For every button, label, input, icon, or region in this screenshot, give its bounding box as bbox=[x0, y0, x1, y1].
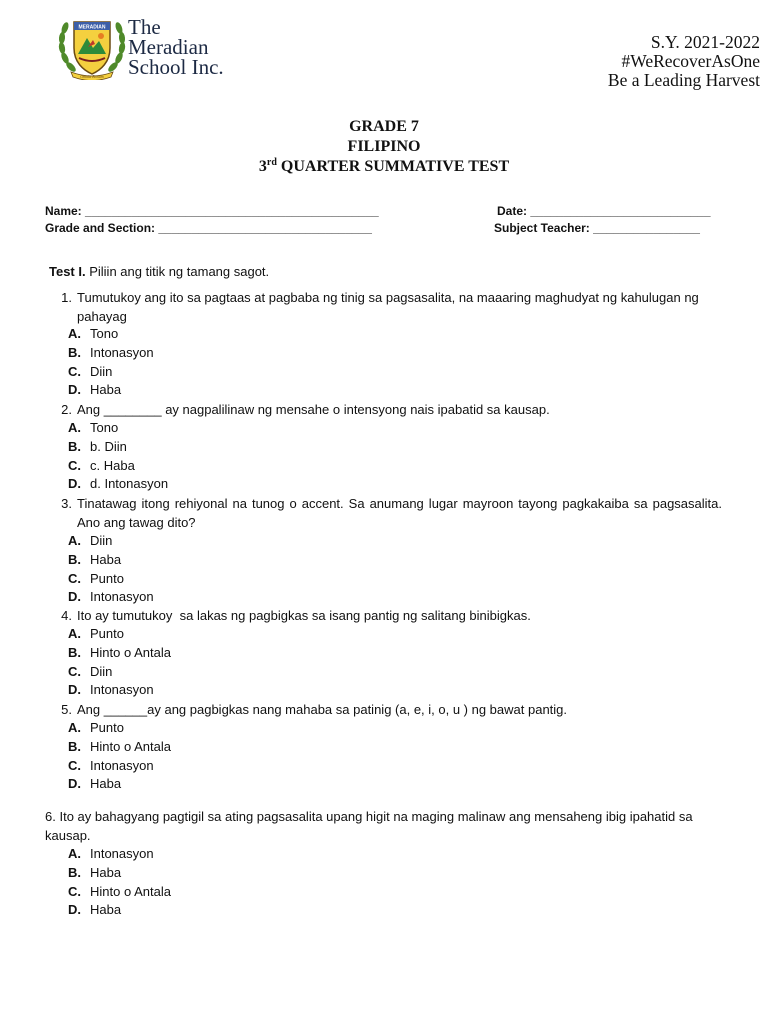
grade-section-field[interactable]: Grade and Section: ________________________________ bbox=[45, 221, 372, 235]
option-d[interactable] bbox=[68, 901, 171, 920]
question-4 bbox=[54, 607, 722, 626]
option-text: Hinto o Antala bbox=[90, 644, 171, 660]
question-text: Ito ay tumutukoy sa lakas ng pagbigkas sa isang pantig ng salitang binibigkas. bbox=[77, 608, 531, 623]
option-letter: A. bbox=[68, 326, 81, 341]
question-6-options bbox=[68, 845, 171, 920]
option-letter: A. bbox=[68, 720, 81, 735]
option-d[interactable] bbox=[68, 775, 171, 794]
option-a[interactable] bbox=[68, 532, 154, 551]
option-c[interactable] bbox=[68, 663, 171, 682]
question-2-options bbox=[68, 419, 168, 494]
question-number: 1. bbox=[61, 290, 72, 305]
option-letter: D. bbox=[68, 382, 81, 398]
subject-heading: FILIPINO bbox=[347, 138, 421, 155]
hashtag: #WeRecoverAsOne bbox=[621, 51, 760, 71]
test-label: Test I. bbox=[49, 264, 86, 279]
question-5 bbox=[54, 701, 722, 720]
option-text: Haba bbox=[90, 551, 122, 567]
option-text: Haba bbox=[90, 776, 122, 792]
option-c[interactable] bbox=[68, 883, 171, 902]
option-c[interactable] bbox=[68, 457, 168, 476]
option-a[interactable] bbox=[68, 419, 168, 438]
option-letter: A. bbox=[68, 846, 81, 861]
option-a[interactable] bbox=[68, 325, 154, 344]
option-text: Intonasyon bbox=[90, 846, 154, 861]
option-b[interactable] bbox=[68, 738, 171, 757]
option-d[interactable] bbox=[68, 475, 168, 494]
option-text: Haba bbox=[90, 902, 122, 918]
option-letter: D. bbox=[68, 589, 81, 605]
question-5-options bbox=[68, 719, 171, 794]
option-b[interactable] bbox=[68, 864, 171, 883]
option-text: Intonasyon bbox=[90, 344, 154, 360]
question-3 bbox=[54, 495, 722, 532]
option-d[interactable] bbox=[68, 681, 171, 700]
option-letter: B. bbox=[68, 551, 81, 567]
option-a[interactable] bbox=[68, 845, 171, 864]
option-letter: C. bbox=[68, 757, 81, 773]
option-a[interactable] bbox=[68, 719, 171, 738]
option-letter: D. bbox=[68, 902, 81, 918]
option-letter: A. bbox=[68, 420, 81, 435]
quarter-number: 3 bbox=[258, 158, 267, 175]
question-2 bbox=[54, 401, 722, 420]
school-name-line-2: Meradian bbox=[128, 35, 209, 59]
option-letter: C. bbox=[68, 663, 81, 679]
question-number: 5. bbox=[61, 702, 72, 717]
option-a[interactable] bbox=[68, 625, 171, 644]
question-number: 6. bbox=[45, 809, 56, 824]
option-letter: B. bbox=[68, 738, 81, 754]
question-text: Ito ay bahagyang pagtigil sa ating pagsasalita upang higit na maging malinaw ang mensaheng ibig ipahatid sa kausap. bbox=[45, 809, 693, 843]
question-text: Tinatawag itong rehiyonal na tunog o accent. Sa anumang lugar mayroon tayong pagkakaiba sa pagsasalita. Ano ang tawag dito? bbox=[77, 496, 722, 530]
option-b[interactable] bbox=[68, 551, 154, 570]
option-text: Haba bbox=[90, 864, 122, 880]
school-year: S.Y. 2021-2022 bbox=[650, 32, 760, 52]
option-text: Punto bbox=[90, 720, 124, 735]
grade-heading: GRADE 7 bbox=[349, 118, 419, 135]
option-text: Tono bbox=[90, 326, 119, 341]
test-instruction bbox=[49, 264, 269, 279]
question-number: 4. bbox=[61, 608, 72, 623]
option-text: Intonasyon bbox=[90, 757, 154, 773]
test-instruction-text: Piliin ang titik ng tamang sagot. bbox=[85, 264, 270, 279]
option-letter: B. bbox=[68, 864, 81, 880]
test-title bbox=[0, 117, 768, 177]
option-text: Hinto o Antala bbox=[90, 883, 171, 899]
name-field[interactable]: Name: ____________________________________________ bbox=[45, 204, 379, 218]
option-text: c. Haba bbox=[90, 457, 135, 473]
option-text: Hinto o Antala bbox=[90, 738, 171, 754]
option-text: Intonasyon bbox=[90, 682, 154, 698]
option-letter: B. bbox=[68, 344, 81, 360]
option-text: Diin bbox=[90, 363, 113, 379]
option-b[interactable] bbox=[68, 344, 154, 363]
tagline: Be a Leading Harvest bbox=[607, 70, 760, 90]
option-text: Tono bbox=[90, 420, 119, 435]
svg-text:MERADIAN: MERADIAN bbox=[78, 24, 106, 31]
question-text: Ang ______ay ang pagbigkas nang mahaba sa patinig (a, e, i, o, u ) ng bawat pantig. bbox=[77, 702, 568, 717]
option-b[interactable] bbox=[68, 644, 171, 663]
option-letter: C. bbox=[68, 457, 81, 473]
option-c[interactable] bbox=[68, 757, 171, 776]
option-letter: D. bbox=[68, 776, 81, 792]
school-year-block bbox=[608, 33, 760, 90]
question-1 bbox=[54, 289, 722, 326]
option-letter: A. bbox=[68, 533, 81, 548]
option-letter: D. bbox=[68, 682, 81, 698]
option-text: Punto bbox=[90, 626, 124, 641]
option-letter: C. bbox=[68, 883, 81, 899]
option-text: Punto bbox=[90, 570, 124, 586]
school-name-line-1: The bbox=[128, 15, 161, 39]
option-text: Haba bbox=[90, 382, 122, 398]
school-crest-icon bbox=[57, 14, 127, 80]
option-text: Diin bbox=[90, 663, 113, 679]
question-4-options bbox=[68, 625, 171, 700]
option-letter: D. bbox=[68, 476, 81, 492]
quarter-suffix: rd bbox=[266, 157, 277, 168]
question-number: 3. bbox=[61, 496, 72, 511]
option-text: Diin bbox=[90, 533, 113, 548]
option-c[interactable] bbox=[68, 570, 154, 589]
option-text: d. Intonasyon bbox=[90, 476, 169, 492]
question-1-options bbox=[68, 325, 154, 400]
option-letter: C. bbox=[68, 570, 81, 586]
option-letter: B. bbox=[68, 438, 81, 454]
question-6 bbox=[45, 808, 723, 845]
option-b[interactable] bbox=[68, 438, 168, 457]
option-letter: A. bbox=[68, 626, 81, 641]
question-number: 2. bbox=[61, 402, 72, 417]
quarter-heading bbox=[0, 157, 768, 177]
subject-teacher-field[interactable]: Subject Teacher: ________________ bbox=[494, 221, 700, 235]
question-3-options bbox=[68, 532, 154, 607]
option-letter: C. bbox=[68, 363, 81, 379]
option-letter: B. bbox=[68, 644, 81, 660]
school-logo bbox=[57, 14, 127, 80]
question-text: Ang ________ ay nagpalilinaw ng mensahe o intensyong nais ipabatid sa kausap. bbox=[77, 402, 550, 417]
option-d[interactable] bbox=[68, 381, 154, 400]
question-text: Tumutukoy ang ito sa pagtaas at pagbaba ng tinig sa pagsasalita, na maaaring maghudyat ng kahulugan ng pahayag bbox=[77, 290, 699, 324]
quarter-text: QUARTER SUMMATIVE TEST bbox=[276, 158, 510, 175]
option-c[interactable] bbox=[68, 363, 154, 382]
option-d[interactable] bbox=[68, 588, 154, 607]
date-field[interactable]: Date: ___________________________ bbox=[497, 204, 711, 218]
school-name bbox=[128, 17, 224, 77]
svg-text:Omnia Bonum: Omnia Bonum bbox=[80, 74, 104, 79]
school-name-line-3: School Inc. bbox=[128, 55, 224, 79]
option-text: Intonasyon bbox=[90, 589, 154, 605]
option-text: b. Diin bbox=[90, 438, 127, 454]
